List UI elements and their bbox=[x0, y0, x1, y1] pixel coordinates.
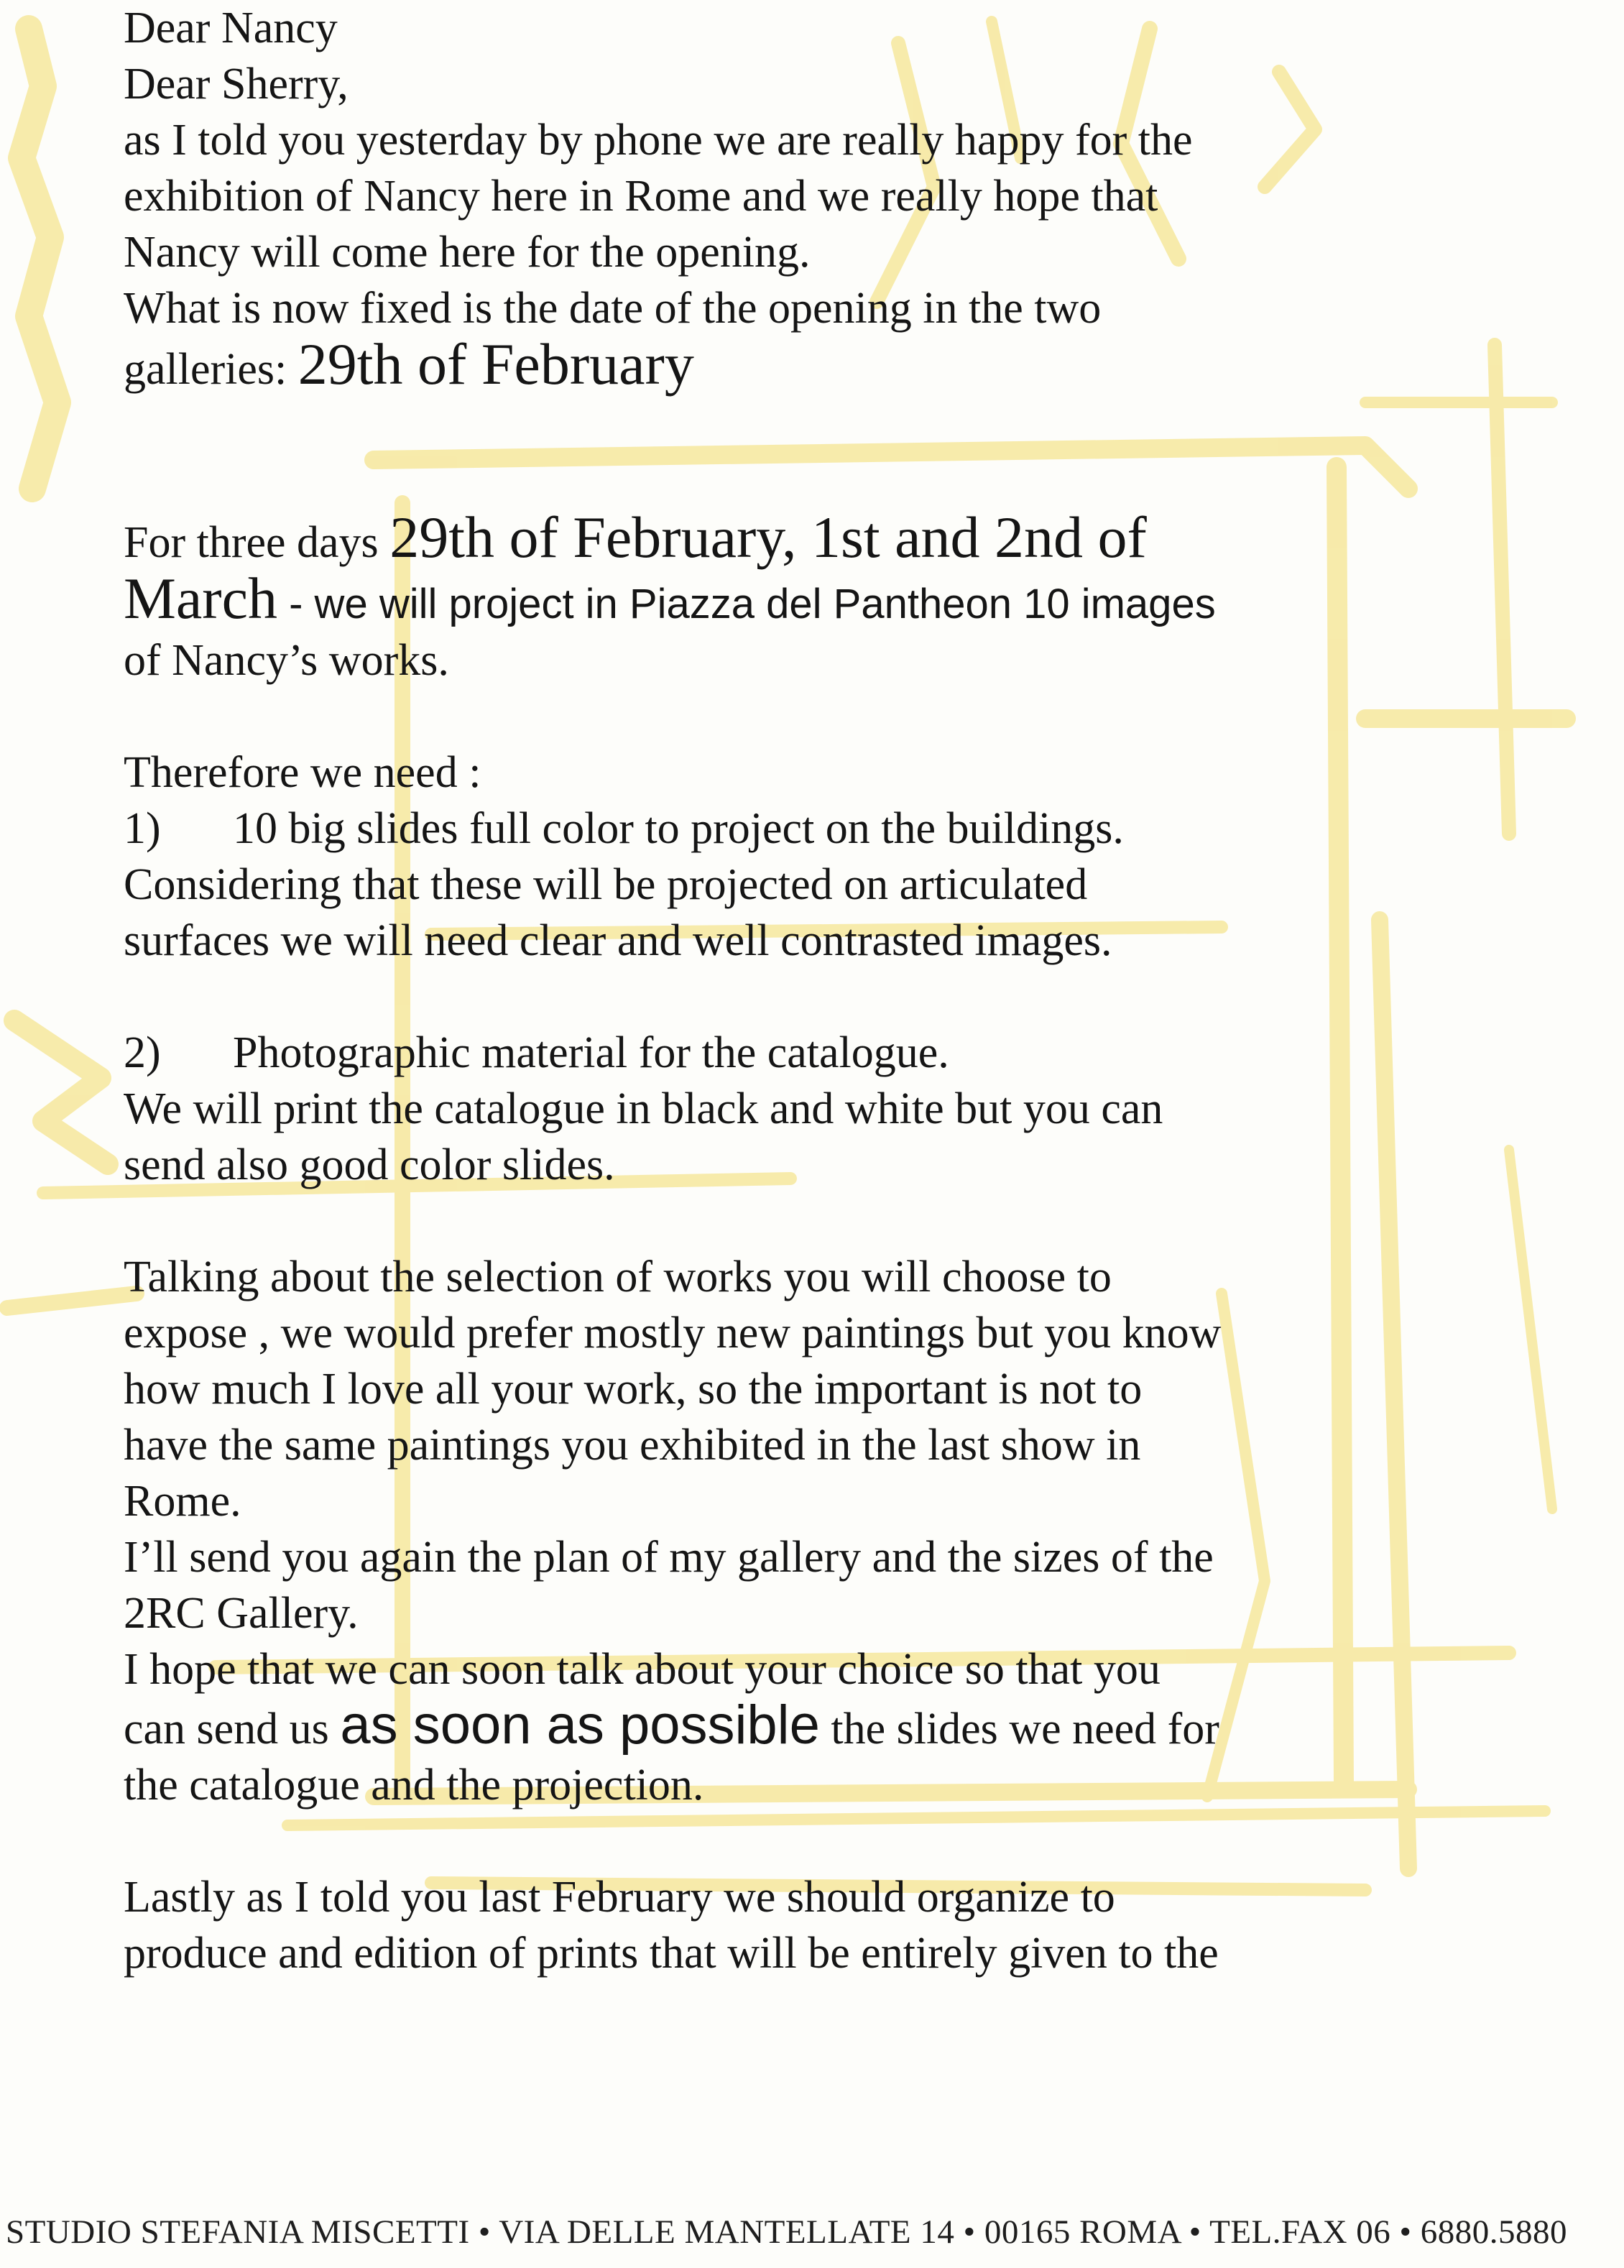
projection-line bbox=[124, 566, 1503, 632]
list-item-text: Photographic material for the catalogue. bbox=[233, 1028, 949, 1077]
paragraph-line: exhibition of Nancy here in Rome and we really hope that bbox=[124, 172, 1158, 221]
paragraph-line: the catalogue and the projection. bbox=[124, 1761, 704, 1810]
paragraph-line: I’ll send you again the plan of my gallery and the sizes of the bbox=[124, 1533, 1214, 1582]
list-item-1 bbox=[124, 801, 1503, 857]
paragraph-line: Lastly as I told you last February we should organize to bbox=[124, 1873, 1115, 1922]
emphasis-text: as soon as possible bbox=[340, 1695, 820, 1756]
projection-prefix: For three days bbox=[124, 518, 390, 567]
paragraph-line: Talking about the selection of works you will choose to bbox=[124, 1253, 1112, 1301]
paragraph-line: Considering that these will be projected on articulated bbox=[124, 860, 1088, 909]
projection-text: - we will project in Piazza del Pantheon 10 images bbox=[277, 581, 1216, 627]
opening-date: 29th of February bbox=[297, 331, 694, 397]
list-item-number: 1) bbox=[124, 804, 161, 853]
paragraph-line: What is now fixed is the date of the opening in the two bbox=[124, 284, 1102, 333]
paragraph-line: Rome. bbox=[124, 1477, 241, 1526]
emphasis-suffix: the slides we need for bbox=[819, 1705, 1219, 1753]
paragraph-line: expose , we would prefer mostly new paintings but you know bbox=[124, 1309, 1222, 1357]
paragraph-line: send also good color slides. bbox=[124, 1140, 615, 1189]
opening-date-line bbox=[124, 331, 1503, 397]
projection-dates: 29th of February, 1st and 2nd of bbox=[389, 504, 1147, 570]
list-item-2 bbox=[124, 1025, 1503, 1081]
paragraph-line: surfaces we will need clear and well contrasted images. bbox=[124, 916, 1112, 965]
needs-intro: Therefore we need : bbox=[124, 748, 481, 797]
paragraph-line: I hope that we can soon talk about your choice so that you bbox=[124, 1645, 1161, 1694]
letter-body bbox=[124, 0, 1503, 1981]
list-item-text: 10 big slides full color to project on the buildings. bbox=[233, 804, 1124, 853]
emphasis-prefix: can send us bbox=[124, 1705, 341, 1753]
salutation-sherry: Dear Sherry, bbox=[124, 60, 349, 109]
projection-month: March bbox=[124, 566, 278, 631]
projection-dates-line bbox=[124, 504, 1503, 571]
opening-date-prefix: galleries: bbox=[124, 345, 298, 394]
paragraph-line: how much I love all your work, so the important is not to bbox=[124, 1365, 1143, 1414]
paragraph-line: Nancy will come here for the opening. bbox=[124, 228, 811, 277]
paragraph-line: We will print the catalogue in black and white but you can bbox=[124, 1084, 1163, 1133]
paragraph-line: as I told you yesterday by phone we are really happy for the bbox=[124, 116, 1193, 165]
letterhead-footer: STUDIO STEFANIA MISCETTI • VIA DELLE MANTELLATE 14 • 00165 ROMA • TEL.FAX 06 • 6880.5880 bbox=[6, 2213, 1567, 2251]
salutation-nancy: Dear Nancy bbox=[124, 4, 338, 52]
paragraph-line: of Nancy’s works. bbox=[124, 636, 449, 685]
list-item-number: 2) bbox=[124, 1028, 161, 1077]
paragraph-line: produce and edition of prints that will be entirely given to the bbox=[124, 1929, 1219, 1978]
emphasis-line bbox=[124, 1697, 1503, 1757]
paragraph-line: have the same paintings you exhibited in the last show in bbox=[124, 1421, 1141, 1470]
paragraph-line: 2RC Gallery. bbox=[124, 1589, 359, 1638]
